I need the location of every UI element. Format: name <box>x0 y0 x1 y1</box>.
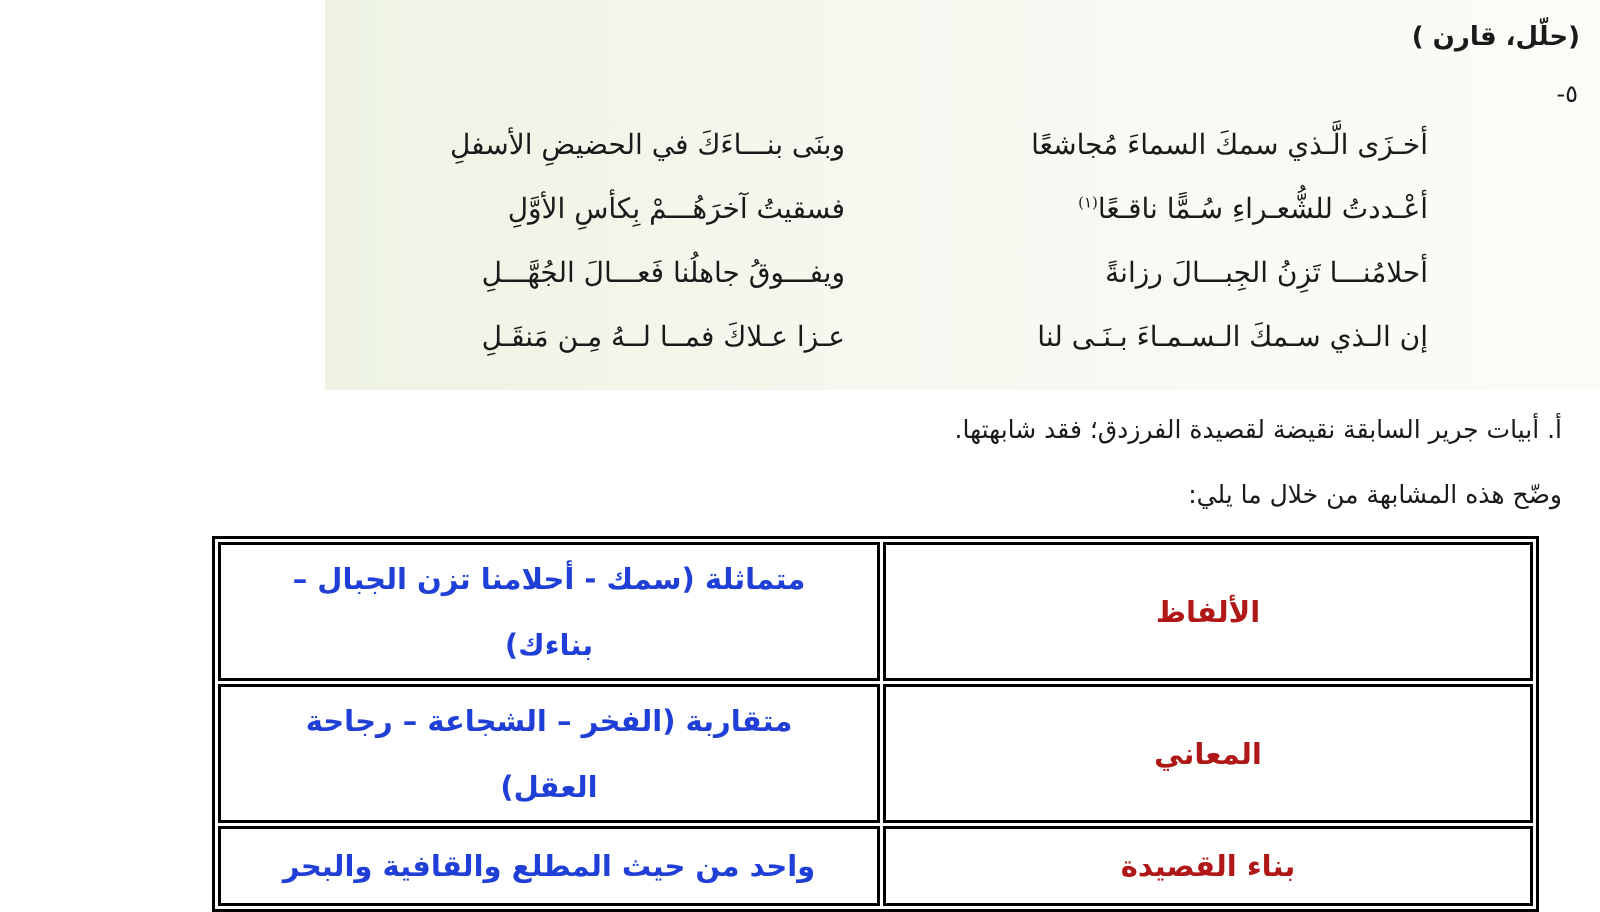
answer-cell <box>218 542 880 681</box>
answer-line: واحد من حيث المطلع والقافية والبحر <box>282 849 816 883</box>
verse-row <box>325 320 1600 380</box>
task-prompt: وضّح هذه المشابهة من خلال ما يلي: <box>1188 480 1562 509</box>
topic-cell: الألفاظ <box>883 542 1533 681</box>
topic-cell: بناء القصيدة <box>883 826 1533 906</box>
item-number: ٥- <box>1556 80 1578 108</box>
verse-row <box>325 128 1600 188</box>
verse-first-hemistich: أخـزَى الَّـذي سمكَ السماءَ مُجاشعًا <box>1031 128 1428 161</box>
verse-first-hemistich <box>948 192 1428 225</box>
poem-box <box>325 0 1600 390</box>
answer-line: متماثلة (سمك - أحلامنا تزن الجبال – <box>292 561 806 596</box>
answer-line: بناءك) <box>504 627 594 662</box>
verse-second-hemistich: ويفـــوقُ جاهلُنا فَعـــالَ الجُهَّـــلِ <box>481 256 845 289</box>
table-row <box>218 542 1533 681</box>
verse-first-text: أعْـددتُ للشُّعـراءِ سُـمًّا ناقـعًا <box>1097 192 1428 225</box>
verse-row <box>325 192 1600 252</box>
table-row <box>218 684 1533 823</box>
verse-second-hemistich: وبنَى بنـــاءَكَ في الحضيضِ الأسفلِ <box>449 128 845 161</box>
verse-first-hemistich: إن الـذي سـمكَ الـسـمـاءَ بـنَـى لنا <box>1037 320 1428 353</box>
task-statement: أ. أبيات جرير السابقة نقيضة لقصيدة الفرزدق؛ فقد شابهتها. <box>954 415 1562 444</box>
verse-first-hemistich: أحلامُنـــا تَزِنُ الجِبـــالَ رزانةً <box>1105 256 1428 289</box>
footnote-mark: (١) <box>1078 193 1098 212</box>
answer-cell <box>218 826 880 906</box>
answer-table <box>212 536 1539 912</box>
verse-second-hemistich: فسقيتُ آخرَهُـــمْ بِكأسِ الأوَّلِ <box>507 192 845 225</box>
table-row <box>218 826 1533 906</box>
answer-line: متقاربة (الفخر – الشجاعة – رجاحة <box>305 703 793 738</box>
verse-row <box>325 256 1600 316</box>
answer-line: العقل) <box>500 769 598 804</box>
topic-cell: المعاني <box>883 684 1533 823</box>
answer-cell <box>218 684 880 823</box>
verse-second-hemistich: عـزا عـلاكَ فمــا لــهُ مِـن مَنقَـلِ <box>481 320 845 353</box>
instruction-heading: (حلّل، قارن ) <box>1411 22 1580 52</box>
